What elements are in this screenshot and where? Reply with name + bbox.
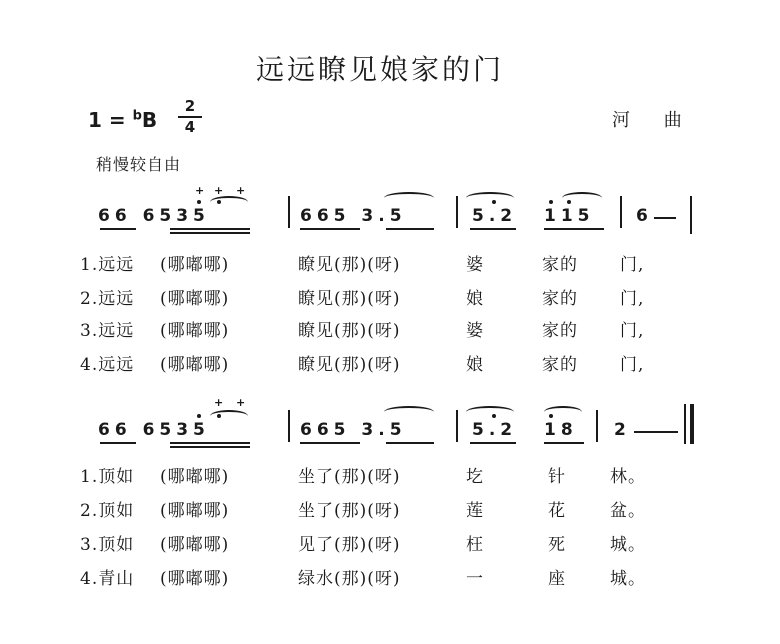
ornament-mark: + [236, 184, 246, 197]
lyric-cell: 家的 [542, 289, 578, 309]
slur [544, 406, 582, 418]
lyric-cell: 坐了(那)(呀) [298, 501, 401, 521]
measure-2: 665 3.5 [300, 206, 407, 226]
octave-dot [197, 414, 201, 418]
measure-5: 2 [614, 420, 631, 440]
beam-line [470, 228, 516, 230]
lyric-cell: 2.远远 [80, 289, 135, 309]
lyric-cell: 门, [620, 289, 645, 309]
measure-1: 66 6535 [98, 420, 210, 440]
lyric-cell: 1.远远 [80, 255, 135, 275]
lyric-cell: 死 [548, 535, 566, 555]
time-top: 2 [184, 97, 196, 115]
lyric-cell: (哪嘟哪) [160, 321, 230, 341]
lyric-cell: 瞭见(那)(呀) [298, 255, 401, 275]
lyric-cell: 3.顶如 [80, 535, 135, 555]
beam-line [170, 446, 250, 448]
measure-4: 115 [544, 206, 595, 226]
final-barline [684, 404, 686, 444]
lyric-cell: (哪嘟哪) [160, 569, 230, 589]
lyric-cell: 娘 [466, 289, 484, 309]
lyric-cell: 林。 [610, 467, 646, 487]
beam-line [386, 228, 434, 230]
lyric-cell: 家的 [542, 321, 578, 341]
lyric-cell: 城。 [610, 569, 646, 589]
lyric-cell: 枉 [466, 535, 484, 555]
lyric-cell: 圪 [466, 467, 484, 487]
slur [466, 406, 514, 418]
lyric-cell: (哪嘟哪) [160, 535, 230, 555]
ornament-mark: + [214, 184, 224, 197]
barline [456, 196, 458, 228]
lyric-cell: (哪嘟哪) [160, 355, 230, 375]
lyric-cell: 城。 [610, 535, 646, 555]
measure-4: 18 [544, 420, 578, 440]
slur [210, 196, 248, 208]
barline [690, 196, 692, 234]
beam-line [470, 442, 516, 444]
key-signature [88, 108, 157, 132]
beam-line [170, 442, 250, 444]
lyric-cell: 1.顶如 [80, 467, 135, 487]
time-signature [178, 98, 202, 136]
time-bottom: 4 [184, 118, 196, 136]
slur [210, 410, 248, 422]
slur [562, 192, 602, 204]
slur [384, 192, 434, 204]
measure-3: 5.2 [472, 420, 518, 440]
lyric-cell: 婆 [466, 255, 484, 275]
lyric-cell: 4.青山 [80, 569, 135, 589]
lyric-cell: 家的 [542, 355, 578, 375]
measure-1: 66 6535 [98, 206, 210, 226]
lyric-cell: 瞭见(那)(呀) [298, 289, 401, 309]
lyric-cell: 门, [620, 255, 645, 275]
lyric-cell: 瞭见(那)(呀) [298, 355, 401, 375]
beam-line [544, 442, 584, 444]
lyric-cell: 3.远远 [80, 321, 135, 341]
lyric-cell: 门, [620, 321, 645, 341]
barline [596, 410, 598, 442]
measure-2: 665 3.5 [300, 420, 407, 440]
tempo-marking: 稍慢较自由 [96, 155, 182, 174]
beam-line [386, 442, 434, 444]
lyric-cell: 门, [620, 355, 645, 375]
octave-dot [197, 200, 201, 204]
song-title: 远远瞭见娘家的门 [255, 53, 504, 86]
beam-line [544, 228, 604, 230]
beam-line [170, 232, 250, 234]
lyric-cell: 莲 [466, 501, 484, 521]
lyric-cell: 4.远远 [80, 355, 135, 375]
beam-line [300, 442, 360, 444]
extension-dash [654, 217, 676, 219]
measure-5: 6 [636, 206, 653, 226]
beam-line [100, 442, 136, 444]
lyric-cell: 针 [548, 467, 566, 487]
lyric-cell: 家的 [542, 255, 578, 275]
lyric-cell: 瞭见(那)(呀) [298, 321, 401, 341]
flat-sign: b [132, 108, 142, 124]
lyric-cell: 2.顶如 [80, 501, 135, 521]
slur [384, 406, 434, 418]
lyric-cell: 一 [466, 569, 484, 589]
lyric-cell: (哪嘟哪) [160, 255, 230, 275]
final-barline-thick [690, 404, 694, 444]
lyric-cell: (哪嘟哪) [160, 501, 230, 521]
ornament-mark: + [214, 396, 224, 409]
lyric-cell: 绿水(那)(呀) [298, 569, 401, 589]
barline [620, 196, 622, 228]
slur [466, 192, 514, 204]
lyric-cell: 婆 [466, 321, 484, 341]
beam-line [170, 228, 250, 230]
lyric-cell: 见了(那)(呀) [298, 535, 401, 555]
ornament-mark: + [195, 184, 205, 197]
lyric-cell: 娘 [466, 355, 484, 375]
lyric-cell: (哪嘟哪) [160, 289, 230, 309]
octave-dot [549, 200, 553, 204]
barline [288, 410, 290, 442]
beam-line [300, 228, 360, 230]
key-note: B [141, 108, 158, 132]
barline [456, 410, 458, 442]
lyric-cell: (哪嘟哪) [160, 467, 230, 487]
measure-3: 5.2 [472, 206, 518, 226]
extension-dash [634, 431, 678, 433]
lyric-cell: 盆。 [610, 501, 646, 521]
song-origin: 河 曲 [612, 110, 696, 131]
beam-line [100, 228, 136, 230]
lyric-cell: 座 [548, 569, 566, 589]
barline [288, 196, 290, 228]
ornament-mark: + [236, 396, 246, 409]
lyric-cell: 坐了(那)(呀) [298, 467, 401, 487]
lyric-cell: 花 [548, 501, 566, 521]
key-prefix: 1 = [88, 108, 126, 132]
